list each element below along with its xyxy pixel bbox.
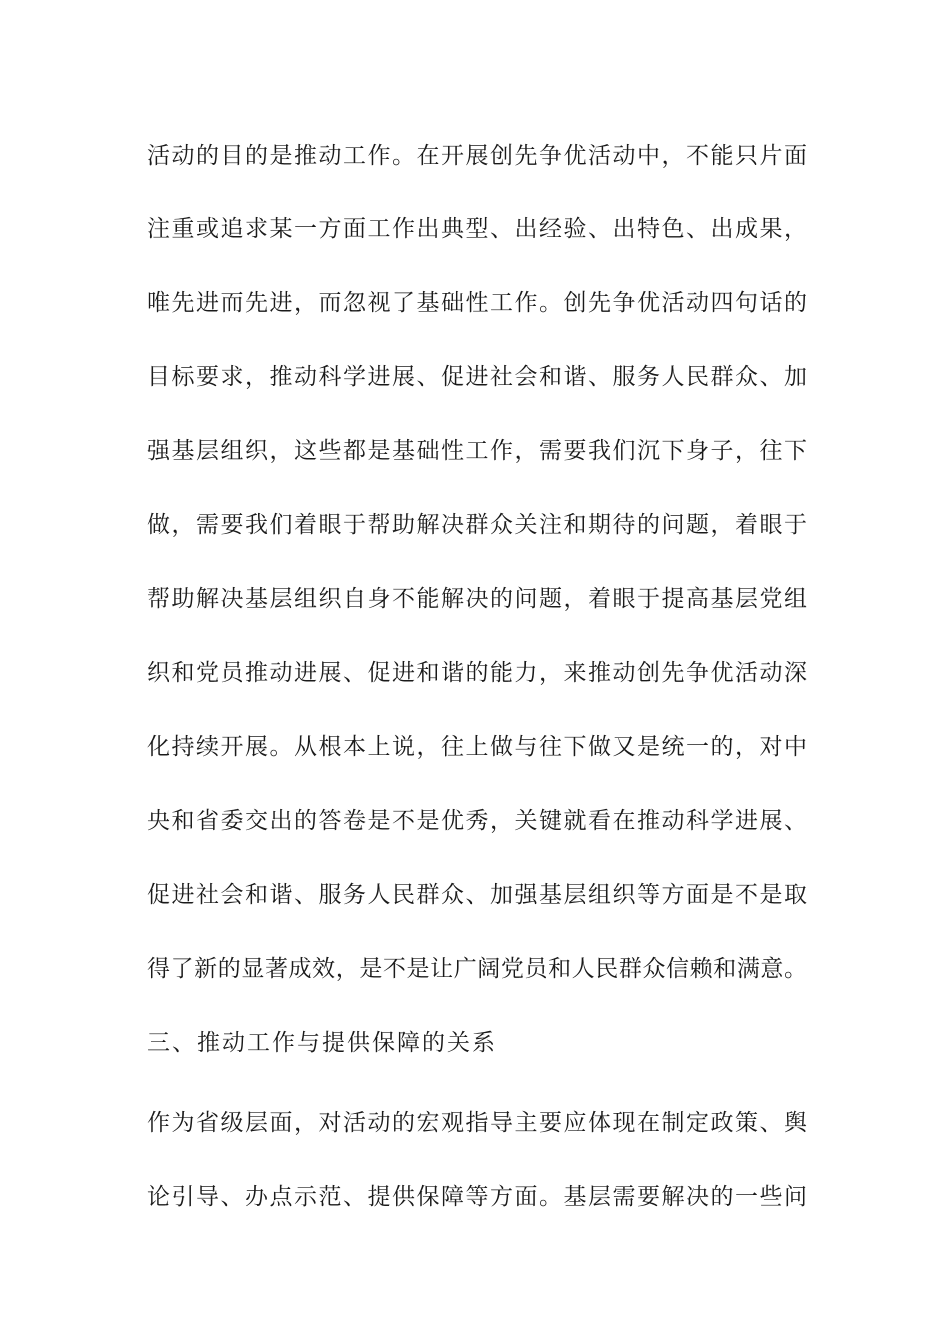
- paragraph-line: 化持续开展。从根本上说，往上做与往下做又是统一的，对中: [147, 734, 807, 760]
- paragraph-line: 活动的目的是推动工作。在开展创先争优活动中，不能只片面: [147, 143, 807, 169]
- paragraph-line: 唯先进而先进，而忽视了基础性工作。创先争优活动四句话的: [147, 290, 807, 316]
- paragraph-line: 促进社会和谐、服务人民群众、加强基层组织等方面是不是取: [147, 882, 807, 908]
- paragraph-line: 作为省级层面，对活动的宏观指导主要应体现在制定政策、舆: [147, 1110, 807, 1136]
- paragraph-line: 强基层组织，这些都是基础性工作，需要我们沉下身子，往下: [147, 438, 807, 464]
- paragraph-line: 论引导、办点示范、提供保障等方面。基层需要解决的一些问: [147, 1184, 807, 1210]
- paragraph-line: 做，需要我们着眼于帮助解决群众关注和期待的问题，着眼于: [147, 512, 807, 538]
- paragraph-line: 帮助解决基层组织自身不能解决的问题，着眼于提高基层党组: [147, 586, 807, 612]
- paragraph-line: 注重或追求某一方面工作出典型、出经验、出特色、出成果，: [147, 216, 807, 242]
- paragraph-line: 央和省委交出的答卷是不是优秀，关键就看在推动科学进展、: [147, 808, 807, 834]
- paragraph-line: 织和党员推动进展、促进和谐的能力，来推动创先争优活动深: [147, 660, 807, 686]
- paragraph-line: 目标要求，推动科学进展、促进社会和谐、服务人民群众、加: [147, 364, 807, 390]
- section-heading: 三、推动工作与提供保障的关系: [147, 1030, 497, 1056]
- paragraph-line: 得了新的显著成效，是不是让广阔党员和人民群众信赖和满意。: [147, 956, 807, 982]
